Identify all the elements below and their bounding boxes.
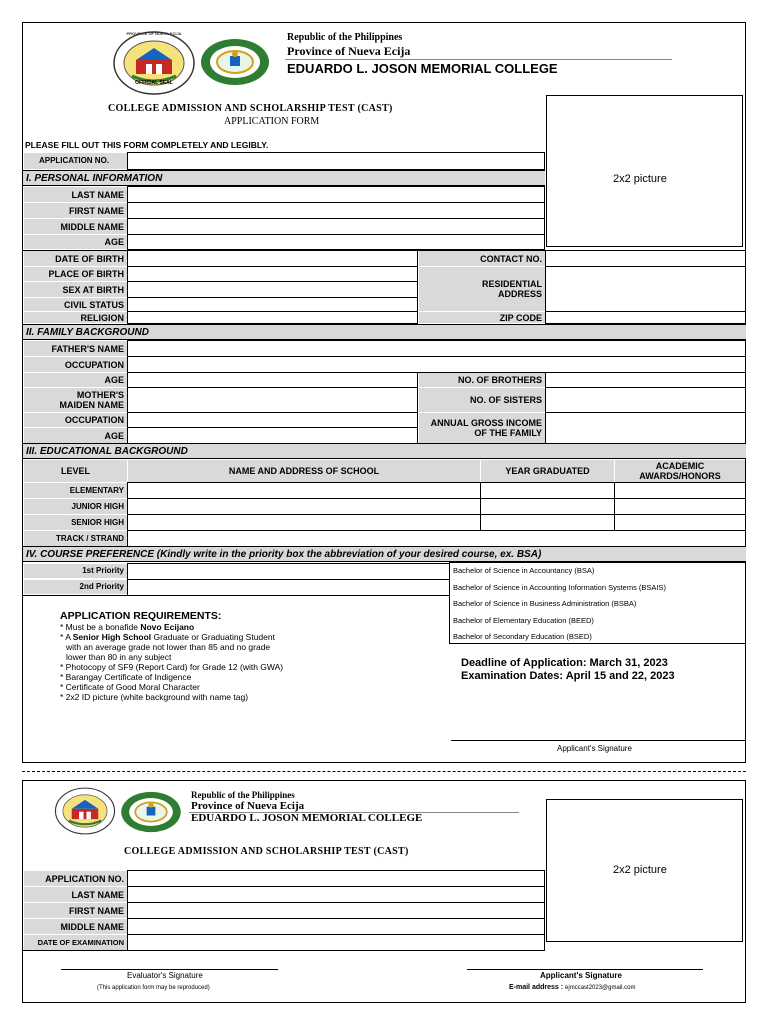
- junior-high-awards-input[interactable]: [614, 498, 746, 515]
- residential-address-label: RESIDENTIAL ADDRESS: [419, 267, 545, 311]
- no-of-brothers-input[interactable]: [545, 372, 746, 388]
- stub-application-no-label: APPLICATION NO.: [24, 871, 127, 886]
- province-seal-logo: [54, 786, 116, 836]
- college-seal-logo: [120, 791, 182, 833]
- application-deadline: Deadline of Application: March 31, 2023: [461, 657, 668, 669]
- priority-1-input[interactable]: [127, 563, 450, 580]
- stub-last-name-input[interactable]: [127, 886, 545, 903]
- col-school-header: NAME AND ADDRESS OF SCHOOL: [128, 460, 480, 482]
- mother-age-label: AGE: [24, 428, 127, 443]
- stub-application-no-input[interactable]: [127, 870, 545, 887]
- stub-first-name-label: FIRST NAME: [24, 903, 127, 918]
- fathers-name-label: FATHER'S NAME: [24, 341, 127, 356]
- father-age-input[interactable]: [127, 372, 418, 388]
- last-name-input[interactable]: [127, 186, 545, 203]
- father-occupation-label: OCCUPATION: [24, 357, 127, 372]
- date-of-birth-label: DATE OF BIRTH: [24, 251, 127, 266]
- no-of-sisters-label: NO. OF SISTERS: [419, 388, 545, 412]
- middle-name-input[interactable]: [127, 218, 545, 235]
- religion-input[interactable]: [127, 311, 418, 324]
- first-name-input[interactable]: [127, 202, 545, 219]
- form-title: COLLEGE ADMISSION AND SCHOLARSHIP TEST (CAST): [108, 103, 393, 114]
- elementary-school-input[interactable]: [127, 482, 481, 499]
- senior-high-year-input[interactable]: [480, 514, 615, 531]
- religion-label: RELIGION: [24, 312, 127, 323]
- evaluator-signature-line: [61, 969, 278, 970]
- course-option-beed: Bachelor of Elementary Education (BEED): [453, 616, 594, 625]
- requirement-text: * Must be a bonafide: [60, 622, 141, 632]
- stub-form-title: COLLEGE ADMISSION AND SCHOLARSHIP TEST (CAST): [124, 846, 409, 857]
- date-of-birth-input[interactable]: [127, 250, 418, 267]
- instruction-text: PLEASE FILL OUT THIS FORM COMPLETELY AND LEGIBLY.: [25, 140, 269, 150]
- email-line: [509, 984, 635, 991]
- republic-text: Republic of the Philippines: [287, 32, 403, 43]
- college-seal-logo: [200, 38, 270, 86]
- applicant-signature-line: [451, 740, 745, 741]
- father-age-label: AGE: [24, 373, 127, 387]
- civil-status-label: CIVIL STATUS: [24, 298, 127, 311]
- annual-income-input[interactable]: [545, 412, 746, 444]
- section-course-preference: IV. COURSE PREFERENCE (Kindly write in the priority box the abbreviation of your desired course, ex. BSA): [23, 546, 746, 562]
- senior-high-awards-input[interactable]: [614, 514, 746, 531]
- province-text: Province of Nueva Ecija: [191, 800, 305, 812]
- republic-text: Republic of the Philippines: [191, 790, 295, 800]
- college-name: EDUARDO L. JOSON MEMORIAL COLLEGE: [287, 61, 558, 76]
- residential-address-input[interactable]: [545, 266, 746, 312]
- annual-income-label: ANNUAL GROSS INCOME OF THE FAMILY: [419, 413, 545, 443]
- stub-last-name-label: LAST NAME: [24, 887, 127, 902]
- college-name: EDUARDO L. JOSON MEMORIAL COLLEGE: [191, 812, 423, 824]
- stub-picture-label: 2x2 picture: [613, 864, 667, 876]
- requirements-title: APPLICATION REQUIREMENTS:: [60, 610, 222, 622]
- requirement-text: Graduate or Graduating Student: [151, 632, 275, 642]
- stub-date-of-exam-label: DATE OF EXAMINATION: [24, 935, 127, 950]
- first-name-label: FIRST NAME: [24, 203, 127, 218]
- priority-1-label: 1st Priority: [24, 564, 127, 578]
- stub-first-name-input[interactable]: [127, 902, 545, 919]
- email-label: E-mail address :: [509, 984, 566, 991]
- mothers-maiden-name-label: MOTHER'S MAIDEN NAME: [24, 388, 127, 412]
- requirement-bold: Senior High School: [72, 632, 152, 642]
- stub-middle-name-label: MIDDLE NAME: [24, 919, 127, 934]
- place-of-birth-label: PLACE OF BIRTH: [24, 267, 127, 281]
- email-address[interactable]: ejmccast2023@gmail.com: [565, 985, 636, 991]
- requirement-item: with an average grade not lower than 85 and no grade: [66, 642, 271, 652]
- examination-dates: Examination Dates: April 15 and 22, 2023: [461, 670, 675, 682]
- requirements-list: [60, 622, 283, 702]
- priority-divider: [23, 595, 450, 596]
- zip-code-label: ZIP CODE: [419, 312, 545, 323]
- mother-occupation-label: OCCUPATION: [24, 413, 127, 427]
- course-option-bsed: Bachelor of Secondary Education (BSED): [453, 632, 592, 641]
- last-name-label: LAST NAME: [24, 187, 127, 202]
- mothers-maiden-name-input[interactable]: [127, 387, 418, 413]
- priority-2-label: 2nd Priority: [24, 580, 127, 594]
- contact-no-input[interactable]: [545, 250, 746, 267]
- fathers-name-input[interactable]: [127, 340, 746, 357]
- requirement-item: * Barangay Certificate of Indigence: [60, 672, 192, 682]
- middle-name-label: MIDDLE NAME: [24, 219, 127, 234]
- level-elementary: ELEMENTARY: [24, 483, 127, 498]
- course-option-bsa: Bachelor of Science in Accountancy (BSA): [453, 566, 595, 575]
- priority-2-input[interactable]: [127, 579, 450, 596]
- stub-applicant-signature-line: [467, 969, 703, 970]
- stub-applicant-signature-label: Applicant's Signature: [540, 971, 622, 980]
- evaluator-signature-label: Evaluator's Signature: [127, 971, 203, 980]
- senior-high-school-input[interactable]: [127, 514, 481, 531]
- requirement-item: * Certificate of Good Moral Character: [60, 682, 200, 692]
- province-text: Province of Nueva Ecija: [287, 44, 411, 58]
- junior-high-year-input[interactable]: [480, 498, 615, 515]
- requirement-item: [60, 622, 283, 632]
- father-occupation-input[interactable]: [127, 356, 746, 373]
- cut-line: [22, 771, 746, 772]
- requirement-item: * Photocopy of SF9 (Report Card) for Grade 12 (with GWA): [60, 662, 284, 672]
- col-awards-header: ACADEMIC AWARDS/HONORS: [615, 460, 745, 482]
- contact-no-label: CONTACT NO.: [419, 251, 545, 266]
- level-senior-high: SENIOR HIGH: [24, 515, 127, 530]
- elementary-awards-input[interactable]: [614, 482, 746, 499]
- stub-date-of-exam-input[interactable]: [127, 934, 545, 951]
- reproduced-note: (This application form may be reproduced): [97, 985, 210, 991]
- stub-row-bottom: [23, 950, 545, 951]
- sex-at-birth-label: SEX AT BIRTH: [24, 282, 127, 297]
- application-no-input[interactable]: [127, 152, 545, 170]
- level-junior-high: JUNIOR HIGH: [24, 499, 127, 514]
- sex-at-birth-input[interactable]: [127, 281, 418, 298]
- header-rule: [285, 59, 672, 60]
- junior-high-school-input[interactable]: [127, 498, 481, 515]
- requirement-item: [60, 632, 283, 642]
- elementary-year-input[interactable]: [480, 482, 615, 499]
- zip-code-input[interactable]: [545, 311, 746, 324]
- picture-label: 2x2 picture: [613, 173, 667, 185]
- requirement-text: * A: [60, 632, 73, 642]
- course-option-bsba: Bachelor of Science in Business Administration (BSBA): [453, 599, 637, 608]
- seal-ring-text: PROVINCE OF NUEVA ECIJA: [126, 31, 182, 36]
- section-personal-info: I. PERSONAL INFORMATION: [23, 170, 545, 186]
- section-educational-background: III. EDUCATIONAL BACKGROUND: [23, 443, 746, 459]
- seal-caption: OFFICIAL SEAL: [135, 80, 173, 86]
- track-strand-input[interactable]: [127, 530, 746, 547]
- form-subtitle: APPLICATION FORM: [224, 116, 320, 127]
- place-of-birth-input[interactable]: [127, 266, 418, 282]
- mother-occupation-input[interactable]: [127, 412, 418, 428]
- application-no-label: APPLICATION NO.: [24, 153, 127, 169]
- picture-box[interactable]: [546, 95, 743, 247]
- requirement-item: * 2x2 ID picture (white background with name tag): [60, 692, 249, 702]
- section-family-background: II. FAMILY BACKGROUND: [23, 324, 746, 340]
- age-label: AGE: [24, 235, 127, 249]
- civil-status-input[interactable]: [127, 297, 418, 312]
- no-of-sisters-input[interactable]: [545, 387, 746, 413]
- col-year-header: YEAR GRADUATED: [481, 460, 614, 482]
- stub-middle-name-input[interactable]: [127, 918, 545, 935]
- requirement-bold: Novo Ecijano: [140, 622, 195, 632]
- applicant-signature-label: Applicant's Signature: [557, 744, 632, 753]
- requirement-item: lower than 80 in any subject: [66, 652, 172, 662]
- mother-age-input[interactable]: [127, 427, 418, 444]
- age-input[interactable]: [127, 234, 545, 250]
- province-seal-logo: [112, 30, 196, 96]
- no-of-brothers-label: NO. OF BROTHERS: [419, 373, 545, 387]
- level-track-strand: TRACK / STRAND: [24, 531, 127, 546]
- col-level-header: LEVEL: [24, 460, 127, 482]
- course-option-bsais: Bachelor of Science in Accounting Information Systems (BSAIS): [453, 583, 667, 592]
